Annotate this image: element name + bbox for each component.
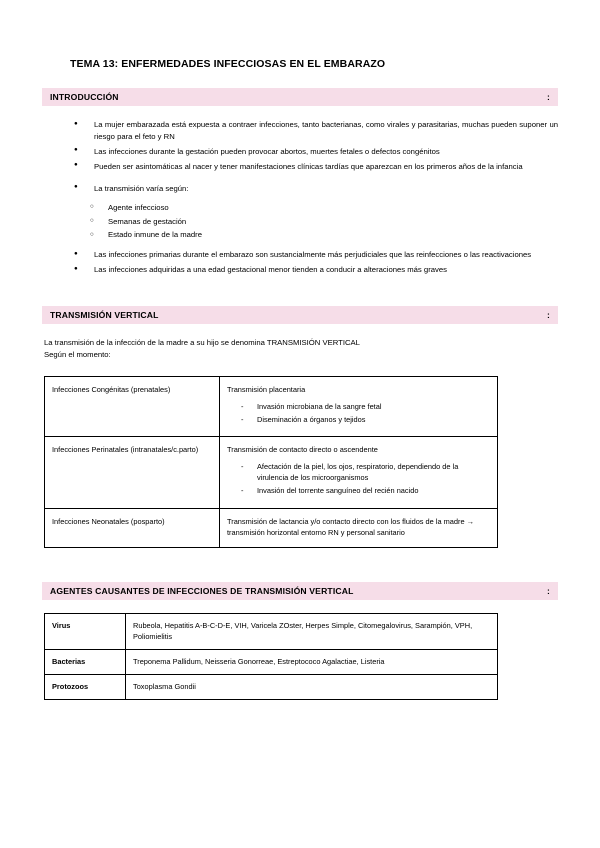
section-heading-agentes-causantes <box>42 582 558 600</box>
intro-transmission-sublist <box>42 201 558 243</box>
table-cell-type: Infecciones Congénitas (prenatales) <box>45 376 220 437</box>
vertical-paragraph: La transmisión de la infección de la madre a su hijo se denomina TRANSMISIÓN VERTICAL <box>44 338 360 348</box>
section-heading-introduccion <box>42 88 558 106</box>
section-heading-colon: : <box>546 310 550 321</box>
list-item: ● La transmisión varía según: <box>72 183 558 195</box>
table-row <box>45 508 498 547</box>
list-item: ● Las infecciones primarias durante el embarazo son sustancialmente más perjudiciales que las reinfecciones o las reactivaciones <box>72 249 558 261</box>
section-heading-label: INTRODUCCIÓN <box>50 92 119 102</box>
list-item: - Afectación de la piel, los ojos, respiratorio, dependiendo de la virulencia de los microorganismos <box>241 462 490 483</box>
list-item: - Invasión del torrente sanguíneo del recién nacido <box>241 486 490 497</box>
section-heading-colon: : <box>546 585 550 596</box>
list-item: ● Las infecciones adquiridas a una edad gestacional menor tienden a conducir a alteraciones más graves <box>72 264 558 276</box>
list-item: ○ Semanas de gestación <box>88 215 558 229</box>
page-title: TEMA 13: ENFERMEDADES INFECCIOSAS EN EL EMBARAZO <box>70 58 386 70</box>
section-heading-label: AGENTES CAUSANTES DE INFECCIONES DE TRANSMISIÓN VERTICAL <box>50 585 354 596</box>
table-cell-description: Transmisión de lactancia y/o contacto directo con los fluidos de la madre → transmisión horizontal entorno RN y personal sanitario <box>220 508 498 547</box>
cell-description-text: Transmisión de contacto directo o ascendente <box>227 445 378 455</box>
agents-table <box>44 613 498 700</box>
spacer <box>42 242 558 249</box>
section-heading-colon: : <box>546 92 550 102</box>
section-heading-label: TRANSMISIÓN VERTICAL <box>50 310 159 321</box>
table-cell-value: Treponema Pallidum, Neisseria Gonorreae, Estreptococo Agalactiae, Listeria <box>126 650 498 675</box>
table-cell-description <box>220 437 498 508</box>
table-row <box>45 613 498 649</box>
table-cell-key: Bacterias <box>45 650 126 675</box>
cell-detail-list <box>227 462 490 496</box>
intro-bullet-list <box>42 119 558 173</box>
table-cell-value: Toxoplasma Gondii <box>126 675 498 700</box>
table-row <box>45 650 498 675</box>
table-cell-description <box>220 376 498 437</box>
list-item: - Invasión microbiana de la sangre fetal <box>241 402 490 413</box>
list-item: ○ Estado inmune de la madre <box>88 228 558 242</box>
table-row <box>45 376 498 437</box>
vertical-subparagraph: Según el momento: <box>44 350 111 360</box>
table-cell-key: Virus <box>45 613 126 649</box>
list-item: - Diseminación a órganos y tejidos <box>241 415 490 426</box>
list-item: ● Las infecciones durante la gestación pueden provocar abortos, muertes fetales o defectos congénitos <box>72 146 558 158</box>
intro-bullet-list-after <box>42 249 558 276</box>
list-item: ● La mujer embarazada está expuesta a contraer infecciones, tanto bacterianas, como virales y parasitarias, muchas pueden suponer un riesgo para el feto y RN <box>72 119 558 143</box>
cell-detail-list <box>227 402 490 425</box>
vertical-transmission-table <box>44 376 498 548</box>
section-heading-transmision-vertical <box>42 306 558 324</box>
spacer <box>42 176 558 183</box>
table-row <box>45 437 498 508</box>
table-row <box>45 675 498 700</box>
intro-transmission-lead-list <box>42 183 558 195</box>
list-item: ○ Agente infeccioso <box>88 201 558 215</box>
table-cell-type: Infecciones Neonatales (posparto) <box>45 508 220 547</box>
list-item: ● Pueden ser asintomáticas al nacer y tener manifestaciones clínicas tardías que aparezcan en los primeros años de la infancia <box>72 161 558 173</box>
table-cell-type: Infecciones Perinatales (intranatales/c.parto) <box>45 437 220 508</box>
table-cell-key: Protozoos <box>45 675 126 700</box>
cell-description-text: Transmisión placentaria <box>227 384 306 394</box>
table-cell-value: Rubeola, Hepatitis A-B-C-D-E, VIH, Varicela ZOster, Herpes Simple, Citomegalovirus, Sarampión, VPH, Poliomielitis <box>126 613 498 649</box>
